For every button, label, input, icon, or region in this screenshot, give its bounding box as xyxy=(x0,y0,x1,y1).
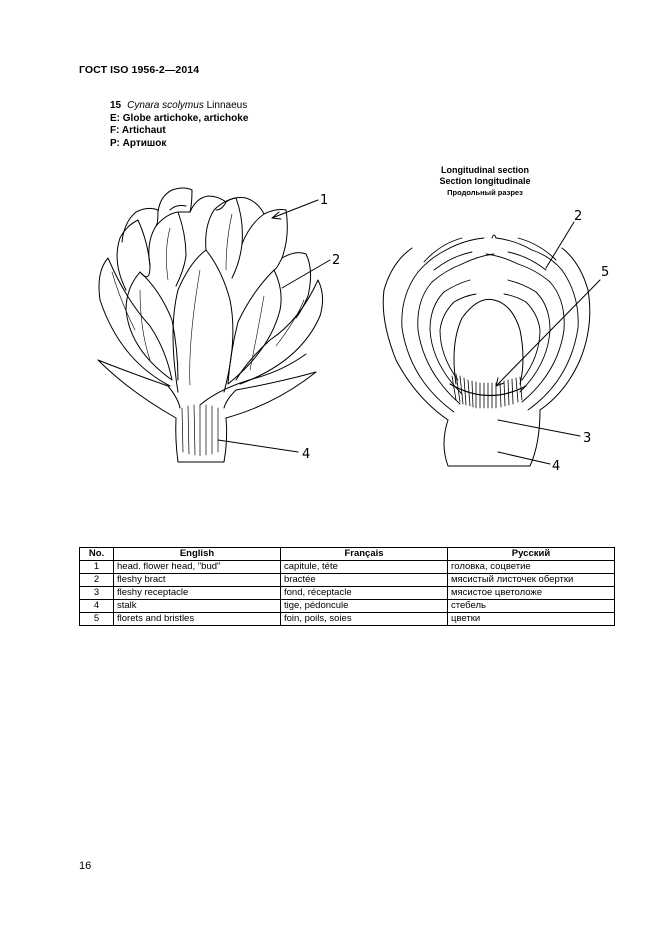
column-header-no: No. xyxy=(80,548,114,561)
species-authority: Linnaeus xyxy=(206,100,248,111)
column-header-english: English xyxy=(114,548,281,561)
table-row xyxy=(80,574,615,587)
cell-russian: цветки xyxy=(448,613,615,626)
column-header-russian: Русский xyxy=(448,548,615,561)
latin-name: Cynara scolymus xyxy=(127,100,204,111)
cell-french: tige, pédoncule xyxy=(281,600,448,613)
cell-russian: мясистое цветоложе xyxy=(448,587,615,600)
cell-no: 3 xyxy=(80,587,114,600)
label-receptacle: 3 xyxy=(583,431,592,446)
label-stalk-left: 4 xyxy=(302,447,311,462)
section-title-fr: Section longitudinale xyxy=(439,176,531,186)
label-florets: 5 xyxy=(601,265,610,280)
cell-french: fond, réceptacle xyxy=(281,587,448,600)
section-top-tip xyxy=(492,235,496,238)
label-stalk-right: 4 xyxy=(552,459,561,474)
stalk-ridges xyxy=(182,405,218,456)
left-center-bract xyxy=(126,272,178,380)
page-number: 16 xyxy=(79,860,92,872)
leader-line-bract-right xyxy=(546,222,574,268)
base-bract-right xyxy=(224,372,316,418)
cell-french: capitule, téte xyxy=(281,561,448,574)
document-standard-header: ГОСТ ISO 1956-2—2014 xyxy=(79,64,200,76)
table-header-row xyxy=(80,548,615,561)
cell-russian: мясистый листочек обертки xyxy=(448,574,615,587)
label-head: 1 xyxy=(320,193,329,208)
cell-no: 5 xyxy=(80,613,114,626)
table-row xyxy=(80,587,615,600)
top-bract-4 xyxy=(226,198,264,215)
cell-no: 4 xyxy=(80,600,114,613)
label-bract-left: 2 xyxy=(332,253,341,268)
right-center-bract xyxy=(228,270,281,384)
leader-line-stalk-left xyxy=(218,440,298,452)
russian-name: Р: Артишок xyxy=(110,137,167,149)
cell-french: bractée xyxy=(281,574,448,587)
cell-english: stalk xyxy=(114,600,281,613)
mid-bract-left xyxy=(117,220,150,290)
table-row xyxy=(80,600,615,613)
section-title-en: Longitudinal section xyxy=(441,165,529,175)
column-header-french: Français xyxy=(281,548,448,561)
receptacle-core xyxy=(454,299,523,384)
section-stalk xyxy=(444,410,540,466)
entry-number: 15 xyxy=(110,100,122,111)
base-bract-left xyxy=(98,360,180,418)
artichoke-longitudinal-section xyxy=(383,222,600,466)
label-bract-right: 2 xyxy=(574,209,583,224)
cell-english: head. flower head, "bud" xyxy=(114,561,281,574)
cell-french: foin, poils, soies xyxy=(281,613,448,626)
table-row xyxy=(80,613,615,626)
leader-line-stalk-right xyxy=(498,452,550,464)
base-bract-mid xyxy=(200,354,306,405)
cell-no: 2 xyxy=(80,574,114,587)
section-title-ru: Продольный разрез xyxy=(447,188,523,197)
leaf-veins xyxy=(112,214,304,385)
french-name: F: Artichaut xyxy=(110,125,166,136)
cell-russian: головка, соцветие xyxy=(448,561,615,574)
top-bract-5 xyxy=(170,206,186,211)
terms-table xyxy=(79,547,615,626)
leader-line-head xyxy=(272,200,318,218)
section-outer-left xyxy=(383,248,448,420)
cell-english: florets and bristles xyxy=(114,613,281,626)
mid-bract-center-right xyxy=(206,198,243,278)
english-name: E: Globe artichoke, artichoke xyxy=(110,112,249,124)
table-row xyxy=(80,561,615,574)
lower-bract-right xyxy=(236,280,323,384)
florets-bristles xyxy=(452,374,522,408)
cell-english: fleshy bract xyxy=(114,574,281,587)
section-outer-right xyxy=(540,248,590,410)
artichoke-external-view xyxy=(98,188,330,462)
cell-russian: стебель xyxy=(448,600,615,613)
cell-no: 1 xyxy=(80,561,114,574)
leader-line-bract-left xyxy=(282,260,330,288)
top-bract-2 xyxy=(158,188,192,212)
cell-english: fleshy receptacle xyxy=(114,587,281,600)
